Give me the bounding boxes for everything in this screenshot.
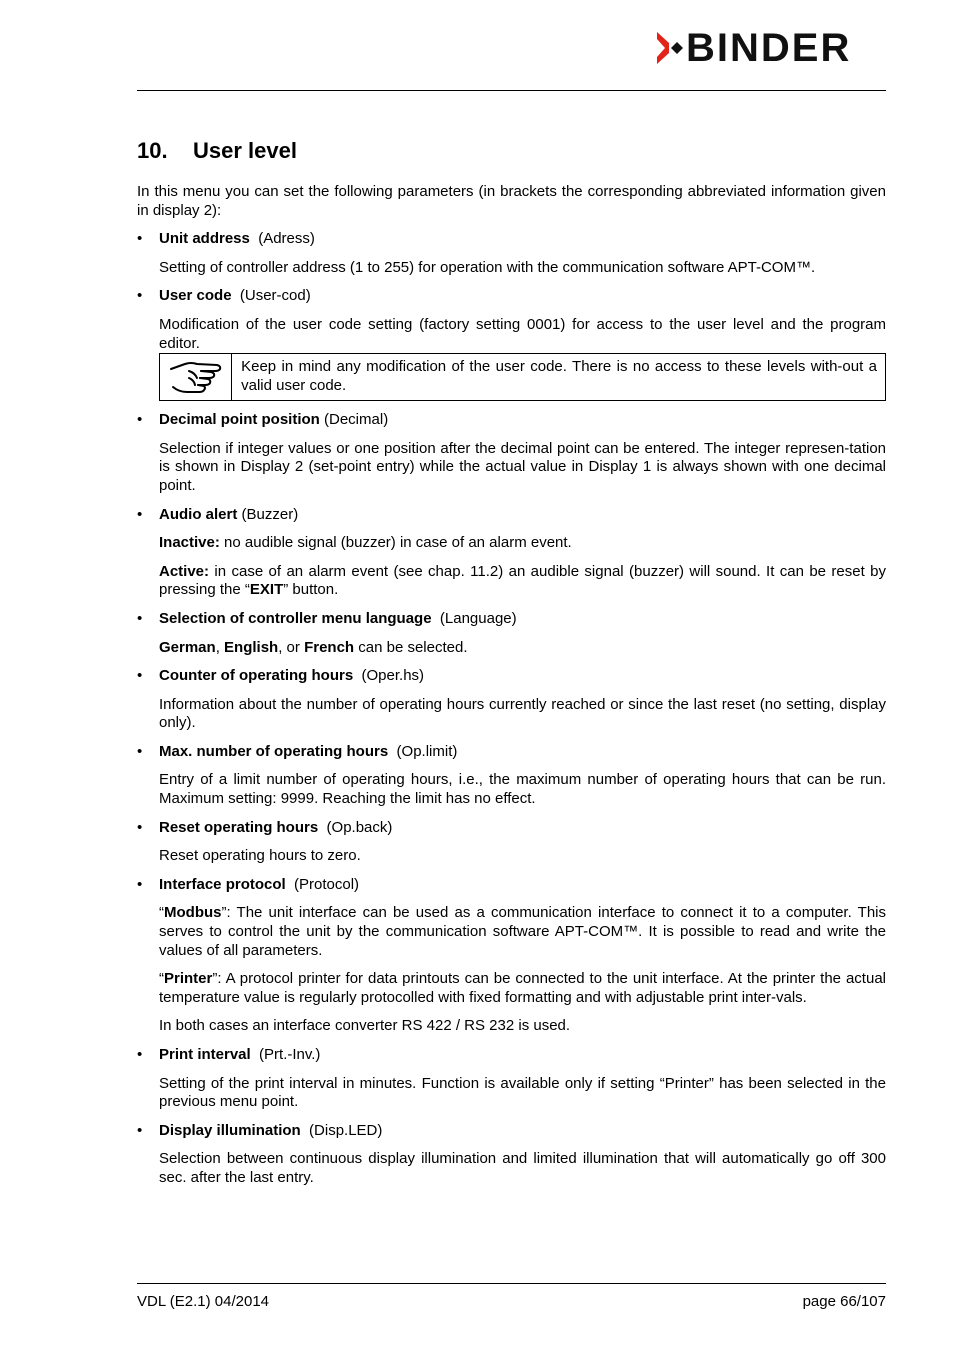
bullet: • (137, 609, 143, 627)
param-label: Reset operating hours (159, 818, 319, 836)
page-content (137, 183, 886, 1198)
param-abbr: (Op.limit) (396, 742, 458, 760)
param-description: Selection if integer values or one position after the decimal point can be entered. The integer represen-tation is shown in Display 2 (set-point entry) while the actual value in Display 1 is always shown with one decimal point. (159, 439, 886, 494)
param-label: Decimal point position (159, 411, 320, 429)
bullet: • (137, 1121, 143, 1139)
param-description: German, English, or French can be selected. (159, 638, 468, 656)
param-abbr: (Oper.hs) (361, 667, 425, 685)
param-abbr: (Prt.-Inv.) (259, 1046, 321, 1063)
param-description: Selection between continuous display illumination and limited illumination that will automatically go off 300 sec. after the last entry. (159, 1150, 886, 1186)
bullet: • (137, 505, 143, 523)
bullet: • (137, 818, 143, 836)
param-max-operating-hours (137, 743, 886, 809)
param-abbr: (Decimal) (324, 411, 389, 429)
modbus-description: “Modbus”: The unit interface can be used as a communication interface to connect it to a computer. This serves to control the unit by the communication software APT-COM™. It is possible to read and write the values of all parameters. (159, 904, 886, 959)
pointing-hand-icon (167, 357, 225, 397)
converter-description: In both cases an interface converter RS 422 / RS 232 is used. (159, 1017, 571, 1035)
param-label: Unit address (159, 230, 250, 248)
footer-document-id: VDL (E2.1) 04/2014 (137, 1293, 270, 1310)
param-audio-alert (137, 506, 886, 600)
section-heading (137, 137, 297, 165)
param-unit-address (137, 230, 886, 277)
param-label: Counter of operating hours (159, 667, 354, 685)
section-title: User level (193, 138, 297, 163)
param-display-illumination (137, 1122, 886, 1188)
footer-rule (137, 1283, 886, 1284)
param-label: Audio alert (159, 505, 238, 523)
param-language (137, 610, 886, 657)
param-abbr: (User-cod) (239, 287, 311, 305)
bullet: • (137, 287, 143, 305)
param-label: Selection of controller menu language (159, 609, 432, 627)
header-rule (137, 90, 886, 91)
param-label: Max. number of operating hours (159, 742, 389, 760)
bullet: • (137, 742, 143, 760)
param-description: Setting of the print interval in minutes. Function is available only if setting “Printer” has been selected in the previous menu point. (159, 1074, 886, 1111)
param-label: Display illumination (159, 1121, 301, 1139)
section-number: 10. (137, 138, 168, 163)
param-abbr: (Language) (439, 609, 517, 627)
param-label: Print interval (159, 1046, 251, 1063)
param-description: Reset operating hours to zero. (159, 847, 361, 865)
intro-paragraph: In this menu you can set the following parameters (in brackets the corresponding abbreviated information given in display 2): (137, 183, 886, 219)
param-description: Entry of a limit number of operating hours, i.e., the maximum number of operating hours that can be run. Maximum setting: 9999. Reaching the limit has no effect. (159, 771, 886, 808)
param-operating-hours-counter (137, 667, 886, 733)
bullet: • (137, 875, 143, 893)
param-label: Interface protocol (159, 875, 286, 893)
param-reset-operating-hours (137, 819, 886, 866)
bullet: • (137, 667, 143, 685)
binder-logo-text: BINDER (686, 26, 852, 70)
footer-page-number: page 66/107 (802, 1293, 886, 1310)
bullet: • (137, 1046, 143, 1063)
param-abbr: (Disp.LED) (309, 1121, 383, 1139)
note-box (159, 353, 886, 401)
bullet: • (137, 411, 143, 429)
param-label: User code (159, 287, 232, 305)
param-interface-protocol (137, 876, 886, 1036)
param-abbr: (Buzzer) (241, 505, 299, 523)
note-text: Keep in mind any modification of the user code. There is no access to these levels with-out a valid user code. (241, 358, 877, 394)
param-abbr: (Adress) (258, 230, 315, 248)
param-description: Modification of the user code setting (factory setting 0001) for access to the user level and the program editor. (159, 315, 886, 352)
param-print-interval (137, 1046, 886, 1112)
note-icon-cell (160, 354, 232, 400)
param-abbr: (Op.back) (326, 818, 393, 836)
inactive-description: Inactive: no audible signal (buzzer) in case of an alarm event. (159, 534, 572, 552)
param-decimal-point (137, 411, 886, 495)
active-description: Active: in case of an alarm event (see chap. 11.2) an audible signal (buzzer) will sound. It can be reset by pressing the “EXIT” button. (159, 562, 886, 599)
param-abbr: (Protocol) (294, 875, 360, 893)
printer-description: “Printer”: A protocol printer for data printouts can be connected to the unit interface. At the printer the actual temperature value is regularly protocolled with fixed formatting and with adjustable print inter-vals. (159, 970, 886, 1006)
bullet: • (137, 230, 143, 248)
param-user-code (137, 287, 886, 353)
param-description: Information about the number of operating hours currently reached or since the last reset (no setting, display only). (159, 695, 886, 732)
param-description: Setting of controller address (1 to 255) for operation with the communication software APT-COM™. (159, 258, 816, 276)
